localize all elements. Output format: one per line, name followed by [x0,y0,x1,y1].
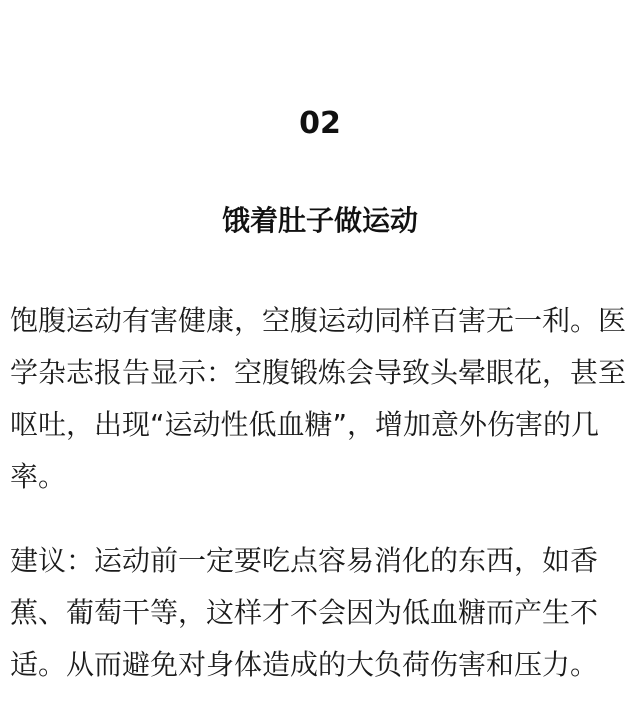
section-title: 饿着肚子做运动 [221,204,418,237]
paragraph-advice: 建议：运动前一定要吃点容易消化的东西，如香蕉、葡萄干等，这样才不会因为低血糖而产生不适。从而避免对身体造成的大负荷伤害和压力。 [10,544,599,681]
paragraph-warning: 饱腹运动有害健康，空腹运动同样百害无一利。医学杂志报告显示：空腹锻炼会导致头晕眼花，甚至呕吐，出现“运动性低血糖”，增加意外伤害的几率。 [10,304,627,493]
section-number: 02 [299,106,341,141]
